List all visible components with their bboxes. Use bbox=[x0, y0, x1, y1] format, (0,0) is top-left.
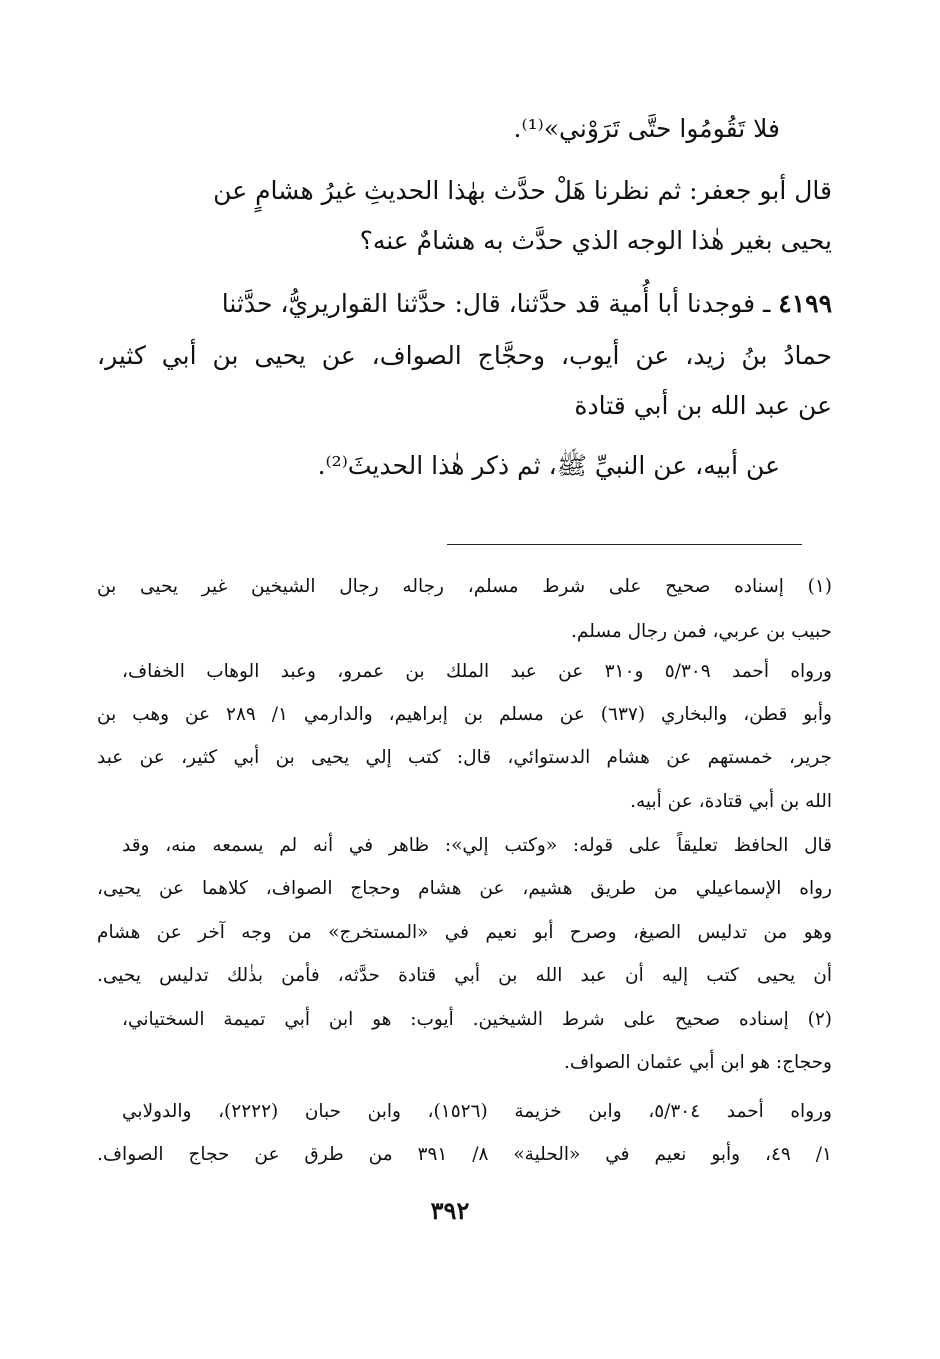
main-line-6: عن عبد الله بن أبي قتادة bbox=[574, 391, 832, 420]
page-number: ٣٩٢ bbox=[430, 1196, 470, 1225]
main-line-3: يحيى بغير هٰذا الوجه الذي حدَّث به هشامٌ عنه؟ bbox=[359, 226, 832, 255]
footnote-line-5: جرير، خمستهم عن هشام الدستوائي، قال: كتب إلي يحيى بن أبي كثير، عن عبد bbox=[97, 747, 832, 768]
footnote-line-7: قال الحافظ تعليقاً على قوله: «وكتب إلي»: ظاهر في أنه لم يسمعه منه، وقد bbox=[122, 835, 832, 856]
footnote-line-11: (٢) إسناده صحيح على شرط الشيخين. أيوب: هو ابن أبي تميمة السختياني، bbox=[122, 1009, 832, 1030]
hadith-number: ٤١٩٩ bbox=[778, 289, 832, 318]
footnote-line-8: رواه الإسماعيلي من طريق هشيم، عن هشام وحجاج الصواف، كلاهما عن يحيى، bbox=[97, 878, 832, 899]
footnote-line-14: ١/ ٤٩، وأبو نعيم في «الحلية» ٨/ ٣٩١ من طرق عن حجاج الصواف. bbox=[97, 1144, 832, 1165]
footnote-line-1: (١) إسناده صحيح على شرط مسلم، رجاله رجال الشيخين غير يحيى بن bbox=[97, 576, 832, 597]
footnote-separator bbox=[447, 544, 802, 545]
footnote-line-2: حبيب بن عربي، فمن رجال مسلم. bbox=[571, 621, 832, 642]
main-line-4 bbox=[97, 279, 832, 329]
footnote-line-6: الله بن أبي قتادة، عن أبيه. bbox=[630, 791, 832, 812]
main-line-2: قال أبو جعفر: ثم نظرنا هَلْ حدَّث بهٰذا الحديثِ غيرُ هشامٍ عن bbox=[213, 176, 832, 205]
footnote-line-3: ورواه أحمد ٥/٣٠٩ و٣١٠ عن عبد الملك بن عمرو، وعبد الوهاب الخفاف، bbox=[122, 661, 832, 682]
footnote-line-13: ورواه أحمد ٥/٣٠٤، وابن خزيمة (١٥٢٦)، وابن حبان (٢٢٢٢)، والدولابي bbox=[122, 1101, 832, 1122]
footnote-line-12: وحجاج: هو ابن أبي عثمان الصواف. bbox=[563, 1052, 832, 1073]
footnote-line-4: وأبو قطن، والبخاري (٦٣٧) عن مسلم بن إبراهيم، والدارمي ١/ ٢٨٩ عن وهب بن bbox=[97, 704, 832, 725]
main-line-4-text: ـ فوجدنا أبا أُمية قد حدَّثنا، قال: حدَّثنا القواريريُّ، حدَّثنا bbox=[221, 289, 771, 318]
main-line-1: فلا تَقُومُوا حتَّى تَرَوْني»⁽¹⁾. bbox=[513, 114, 780, 143]
main-line-5: حمادُ بنُ زيد، عن أيوب، وحجَّاج الصواف، عن يحيى بن أبي كثير، bbox=[97, 341, 832, 370]
footnote-line-9: وهو من تدليس الصيغ، وصرح أبو نعيم في «المستخرج» من وجه آخر عن هشام bbox=[97, 922, 832, 943]
footnote-line-10: أن يحيى كتب إليه أن عبد الله بن أبي قتادة حدَّثه، فأمن بذٰلك تدليس يحيى. bbox=[97, 965, 832, 986]
main-line-7: عن أبيه، عن النبيِّ ﷺ، ثم ذكر هٰذا الحديثَ⁽²⁾. bbox=[317, 451, 780, 480]
